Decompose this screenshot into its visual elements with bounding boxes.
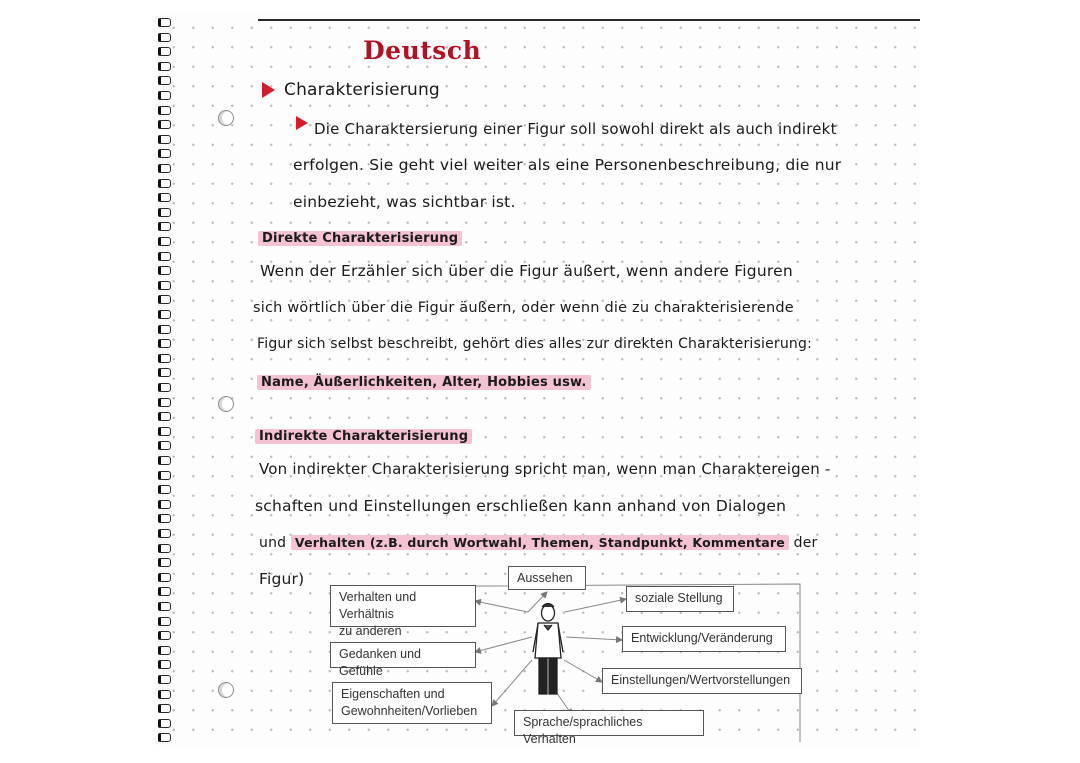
indirect-line-3-highlight: Verhalten (z.B. durch Wortwahl, Themen, Standpunkt, Kommentare bbox=[291, 535, 789, 550]
direct-heading-text: Direkte Charakterisierung bbox=[258, 231, 462, 246]
indirect-line-2: schaften und Einstellungen erschließen kann anhand von Dialogen bbox=[255, 497, 787, 515]
diagram-box-einstellungen bbox=[602, 668, 802, 694]
direct-examples-text: Name, Äußerlichkeiten, Alter, Hobbies usw. bbox=[257, 375, 591, 390]
diagram-box-aussehen-label: Aussehen bbox=[517, 571, 573, 585]
page-title: Deutsch bbox=[363, 36, 482, 65]
indirect-line-4: Figur) bbox=[259, 570, 305, 588]
intro-line-2: erfolgen. Sie geht viel weiter als eine Personenbeschreibung, die nur bbox=[293, 156, 842, 174]
diagram-box-sprache-label: Sprache/sprachliches Verhalten bbox=[523, 715, 643, 746]
section-heading: Charakterisierung bbox=[284, 80, 440, 100]
diagram-box-entwicklung-label: Entwicklung/Veränderung bbox=[631, 631, 773, 645]
diagram-box-verhalten-line2: zu anderen bbox=[339, 624, 402, 638]
indirect-heading-text: Indirekte Charakterisierung bbox=[255, 429, 472, 444]
person-figure bbox=[533, 604, 563, 695]
diagram-box-verhalten-line1: Verhalten und Verhältnis bbox=[339, 590, 417, 621]
diagram-box-entwicklung bbox=[622, 626, 786, 652]
indirect-line-1: Von indirekter Charakterisierung spricht man, wenn man Charaktereigen - bbox=[259, 460, 831, 478]
diagram-box-eigenschaften bbox=[332, 682, 492, 724]
direct-line-3: Figur sich selbst beschreibt, gehört dies alles zur direkten Charakterisierung: bbox=[257, 336, 813, 352]
diagram-box-aussehen bbox=[508, 566, 586, 590]
diagram-box-sprache bbox=[514, 710, 704, 746]
intro-line-1: Die Charaktersierung einer Figur soll sowohl direkt als auch indirekt bbox=[314, 120, 837, 138]
intro-line-3: einbezieht, was sichtbar ist. bbox=[293, 193, 516, 211]
direct-line-1: Wenn der Erzähler sich über die Figur äußert, wenn andere Figuren bbox=[260, 262, 793, 280]
diagram-box-gedanken bbox=[330, 642, 476, 678]
diagram-box-eigenschaften-line2: Gewohnheiten/Vorlieben bbox=[341, 704, 478, 718]
diagram-box-eigenschaften-line1: Eigenschaften und bbox=[341, 687, 445, 701]
diagram-box-soziale-stellung-label: soziale Stellung bbox=[635, 591, 723, 605]
diagram-box-gedanken-label: Gedanken und Gefühle bbox=[339, 647, 422, 678]
diagram-box-verhalten bbox=[330, 585, 476, 638]
diagram-box-soziale-stellung bbox=[626, 586, 734, 612]
indirect-line-3-post: der bbox=[793, 535, 818, 551]
direct-line-2: sich wörtlich über die Figur äußern, oder wenn die zu charakterisierende bbox=[253, 300, 794, 316]
indirect-line-3-pre: und bbox=[259, 535, 287, 551]
diagram-box-einstellungen-label: Einstellungen/Wertvorstellungen bbox=[611, 673, 791, 687]
